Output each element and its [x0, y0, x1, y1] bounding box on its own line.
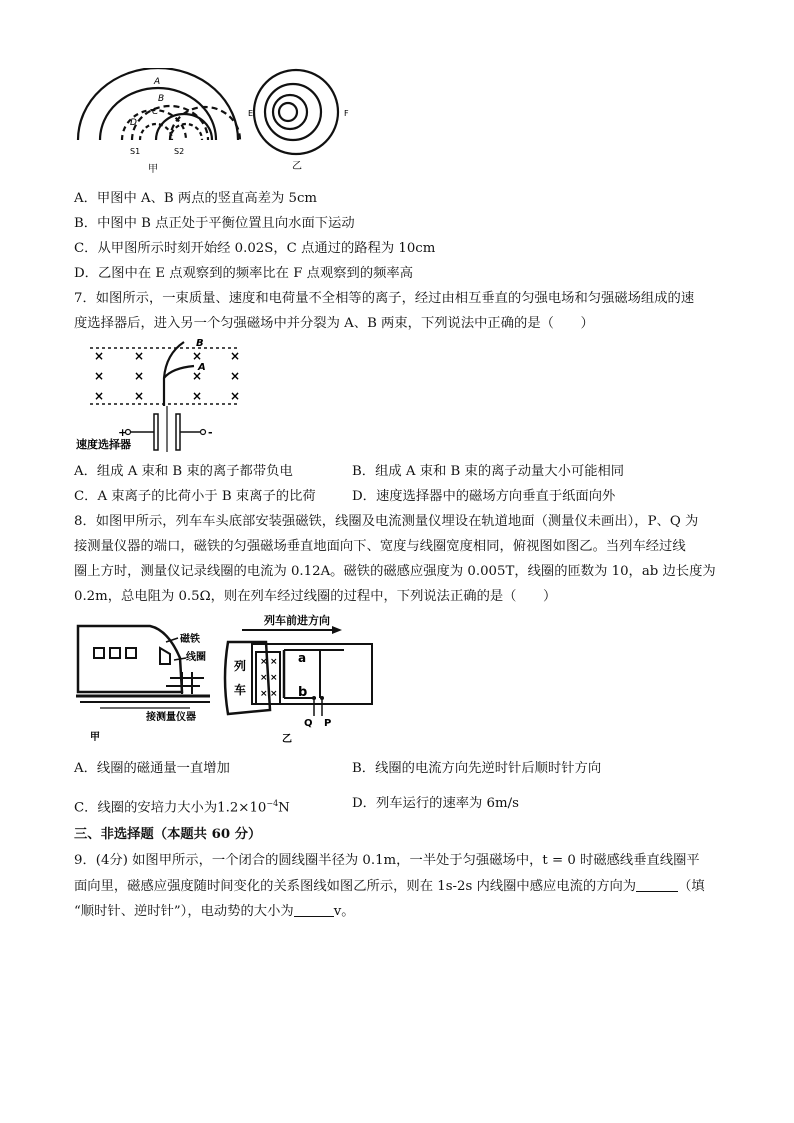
- port-Q-label: Q: [304, 718, 313, 729]
- q8-option-d: D．列车运行的速率为 6m/s: [352, 796, 519, 811]
- train-coil-figure: [70, 612, 380, 748]
- q8-option-c-value: 1.2×10: [217, 800, 267, 816]
- fig-jia-label: 甲: [90, 732, 100, 743]
- selector-label: 速度选择器: [76, 438, 131, 451]
- q8-option-c: [74, 795, 290, 817]
- field-cross: ×: [192, 349, 203, 363]
- wave-jia-label: 甲: [148, 164, 158, 175]
- field-cross: ×: [260, 657, 268, 667]
- q7-option-c: C．A 束离子的比荷小于 B 束离子的比荷: [74, 489, 316, 504]
- wave-source-S2: S2: [174, 147, 185, 156]
- wave-point-D: D: [130, 118, 137, 128]
- q9-line3: [74, 902, 355, 921]
- field-cross: ×: [94, 389, 105, 403]
- velocity-selector-figure: [72, 338, 250, 454]
- q8-stem-line2: 接测量仪器的端口，磁铁的匀强磁场垂直地面向下、宽度与线圈宽度相同，俯视图如图乙。当列车经过线: [74, 539, 686, 554]
- q7-stem-line2: 度选择器后，进入另一个匀强磁场中并分裂为 A、B 两束，下列说法中正确的是（ ）: [74, 316, 594, 331]
- fig-yi-label: 乙: [282, 734, 292, 745]
- q6-option-a: A．甲图中 A、B 两点的竖直高差为 5cm: [74, 191, 318, 206]
- q8-option-b: B．线圈的电流方向先逆时针后顺时针方向: [352, 761, 602, 776]
- train-label-char-che: 车: [234, 683, 247, 697]
- q8-stem-line1: 8．如图甲所示，列车车头底部安装强磁铁，线圈及电流测量仪埋设在轨道地面（测量仪未画出），P、Q 为: [74, 514, 699, 529]
- wave-figures: [70, 68, 360, 180]
- q8-stem-line4: 0.2m，总电阻为 0.5Ω，则在列车经过线圈的过程中，下列说法正确的是（ ）: [74, 589, 557, 604]
- train-label-char-lie: 列: [234, 659, 247, 673]
- field-cross: ×: [192, 389, 203, 403]
- field-cross: ×: [192, 369, 203, 383]
- q7-option-b: B．组成 A 束和 B 束的离子动量大小可能相同: [352, 464, 625, 479]
- field-cross: ×: [260, 673, 268, 683]
- q9-line3-text: “顺时针、逆时针”），电动势的大小为: [74, 904, 294, 919]
- q7-option-a: A．组成 A 束和 B 束的离子都带负电: [74, 464, 293, 479]
- field-cross: ×: [260, 689, 268, 699]
- section-heading: 三、非选择题（本题共 60 分）: [74, 827, 262, 842]
- q8-option-c-unit: N: [278, 800, 290, 816]
- field-cross: ×: [270, 689, 278, 699]
- q7-stem-line1: 7．如图所示，一束质量、速度和电荷量不全相等的离子，经过由相互垂直的匀强电场和匀强磁场组成的速: [74, 291, 695, 306]
- field-cross: ×: [230, 349, 241, 363]
- q9-line2-suffix: （填: [678, 879, 705, 894]
- field-cross: ×: [270, 657, 278, 667]
- direction-label: 列车前进方向: [264, 614, 330, 627]
- q9-answer-blank-direction[interactable]: [636, 877, 678, 892]
- meter-label: 接测量仪器: [146, 712, 196, 723]
- q9-answer-blank-emf[interactable]: [294, 902, 334, 917]
- coil-point-b: b: [298, 685, 308, 700]
- minus-terminal: -: [208, 426, 213, 439]
- field-cross: ×: [134, 369, 145, 383]
- q8-option-c-text: C．线圈的安培力大小为: [74, 800, 218, 816]
- field-cross: ×: [230, 389, 241, 403]
- beam-b-label: B: [196, 338, 204, 349]
- coil-label: 线圈: [186, 652, 206, 663]
- field-cross: ×: [230, 369, 241, 383]
- q9-line1: 9．(4分) 如图甲所示，一个闭合的圆线圈半径为 0.1m，一半处于匀强磁场中，t = 0 时磁感线垂直线圈平: [74, 853, 700, 868]
- q8-stem-line3: 圈上方时，测量仪记录线圈的电流为 0.12A。磁铁的磁感应强度为 0.005T，线圈的匝数为 10，ab 边长度为: [74, 564, 716, 579]
- beam-a-label: A: [198, 362, 206, 373]
- port-P-label: P: [324, 718, 332, 729]
- wave-source-S1: S1: [130, 147, 141, 156]
- field-cross: ×: [134, 389, 145, 403]
- wave-point-B: B: [158, 94, 165, 104]
- q9-line3-suffix: v。: [333, 904, 355, 919]
- wave-point-C: C: [152, 107, 159, 117]
- q6-option-d: D．乙图中在 E 点观察到的频率比在 F 点观察到的频率高: [74, 266, 414, 281]
- wave-point-A: A: [154, 77, 161, 87]
- q8-option-c-exponent: −4: [266, 799, 279, 808]
- coil-point-a: a: [298, 651, 307, 665]
- circle-point-F: F: [344, 109, 349, 118]
- magnet-label: 磁铁: [180, 634, 200, 645]
- field-cross: ×: [94, 349, 105, 363]
- plus-terminal: +: [118, 426, 128, 439]
- field-cross: ×: [134, 349, 145, 363]
- circle-point-E: E: [248, 109, 254, 118]
- field-cross: ×: [270, 673, 278, 683]
- q6-option-b: B．中图中 B 点正处于平衡位置且向水面下运动: [74, 216, 355, 231]
- circle-yi-label: 乙: [292, 161, 302, 172]
- field-cross: ×: [94, 369, 105, 383]
- q8-option-a: A．线圈的磁通量一直增加: [74, 761, 230, 776]
- q7-option-d: D．速度选择器中的磁场方向垂直于纸面向外: [352, 489, 616, 504]
- q9-line2: [74, 877, 705, 896]
- q9-line2-text: 面向里，磁感应强度随时间变化的关系图线如图乙所示，则在 1s-2s 内线圈中感应电流的方向为: [74, 879, 637, 894]
- q6-option-c: C．从甲图所示时刻开始经 0.02S，C 点通过的路程为 10cm: [74, 241, 436, 256]
